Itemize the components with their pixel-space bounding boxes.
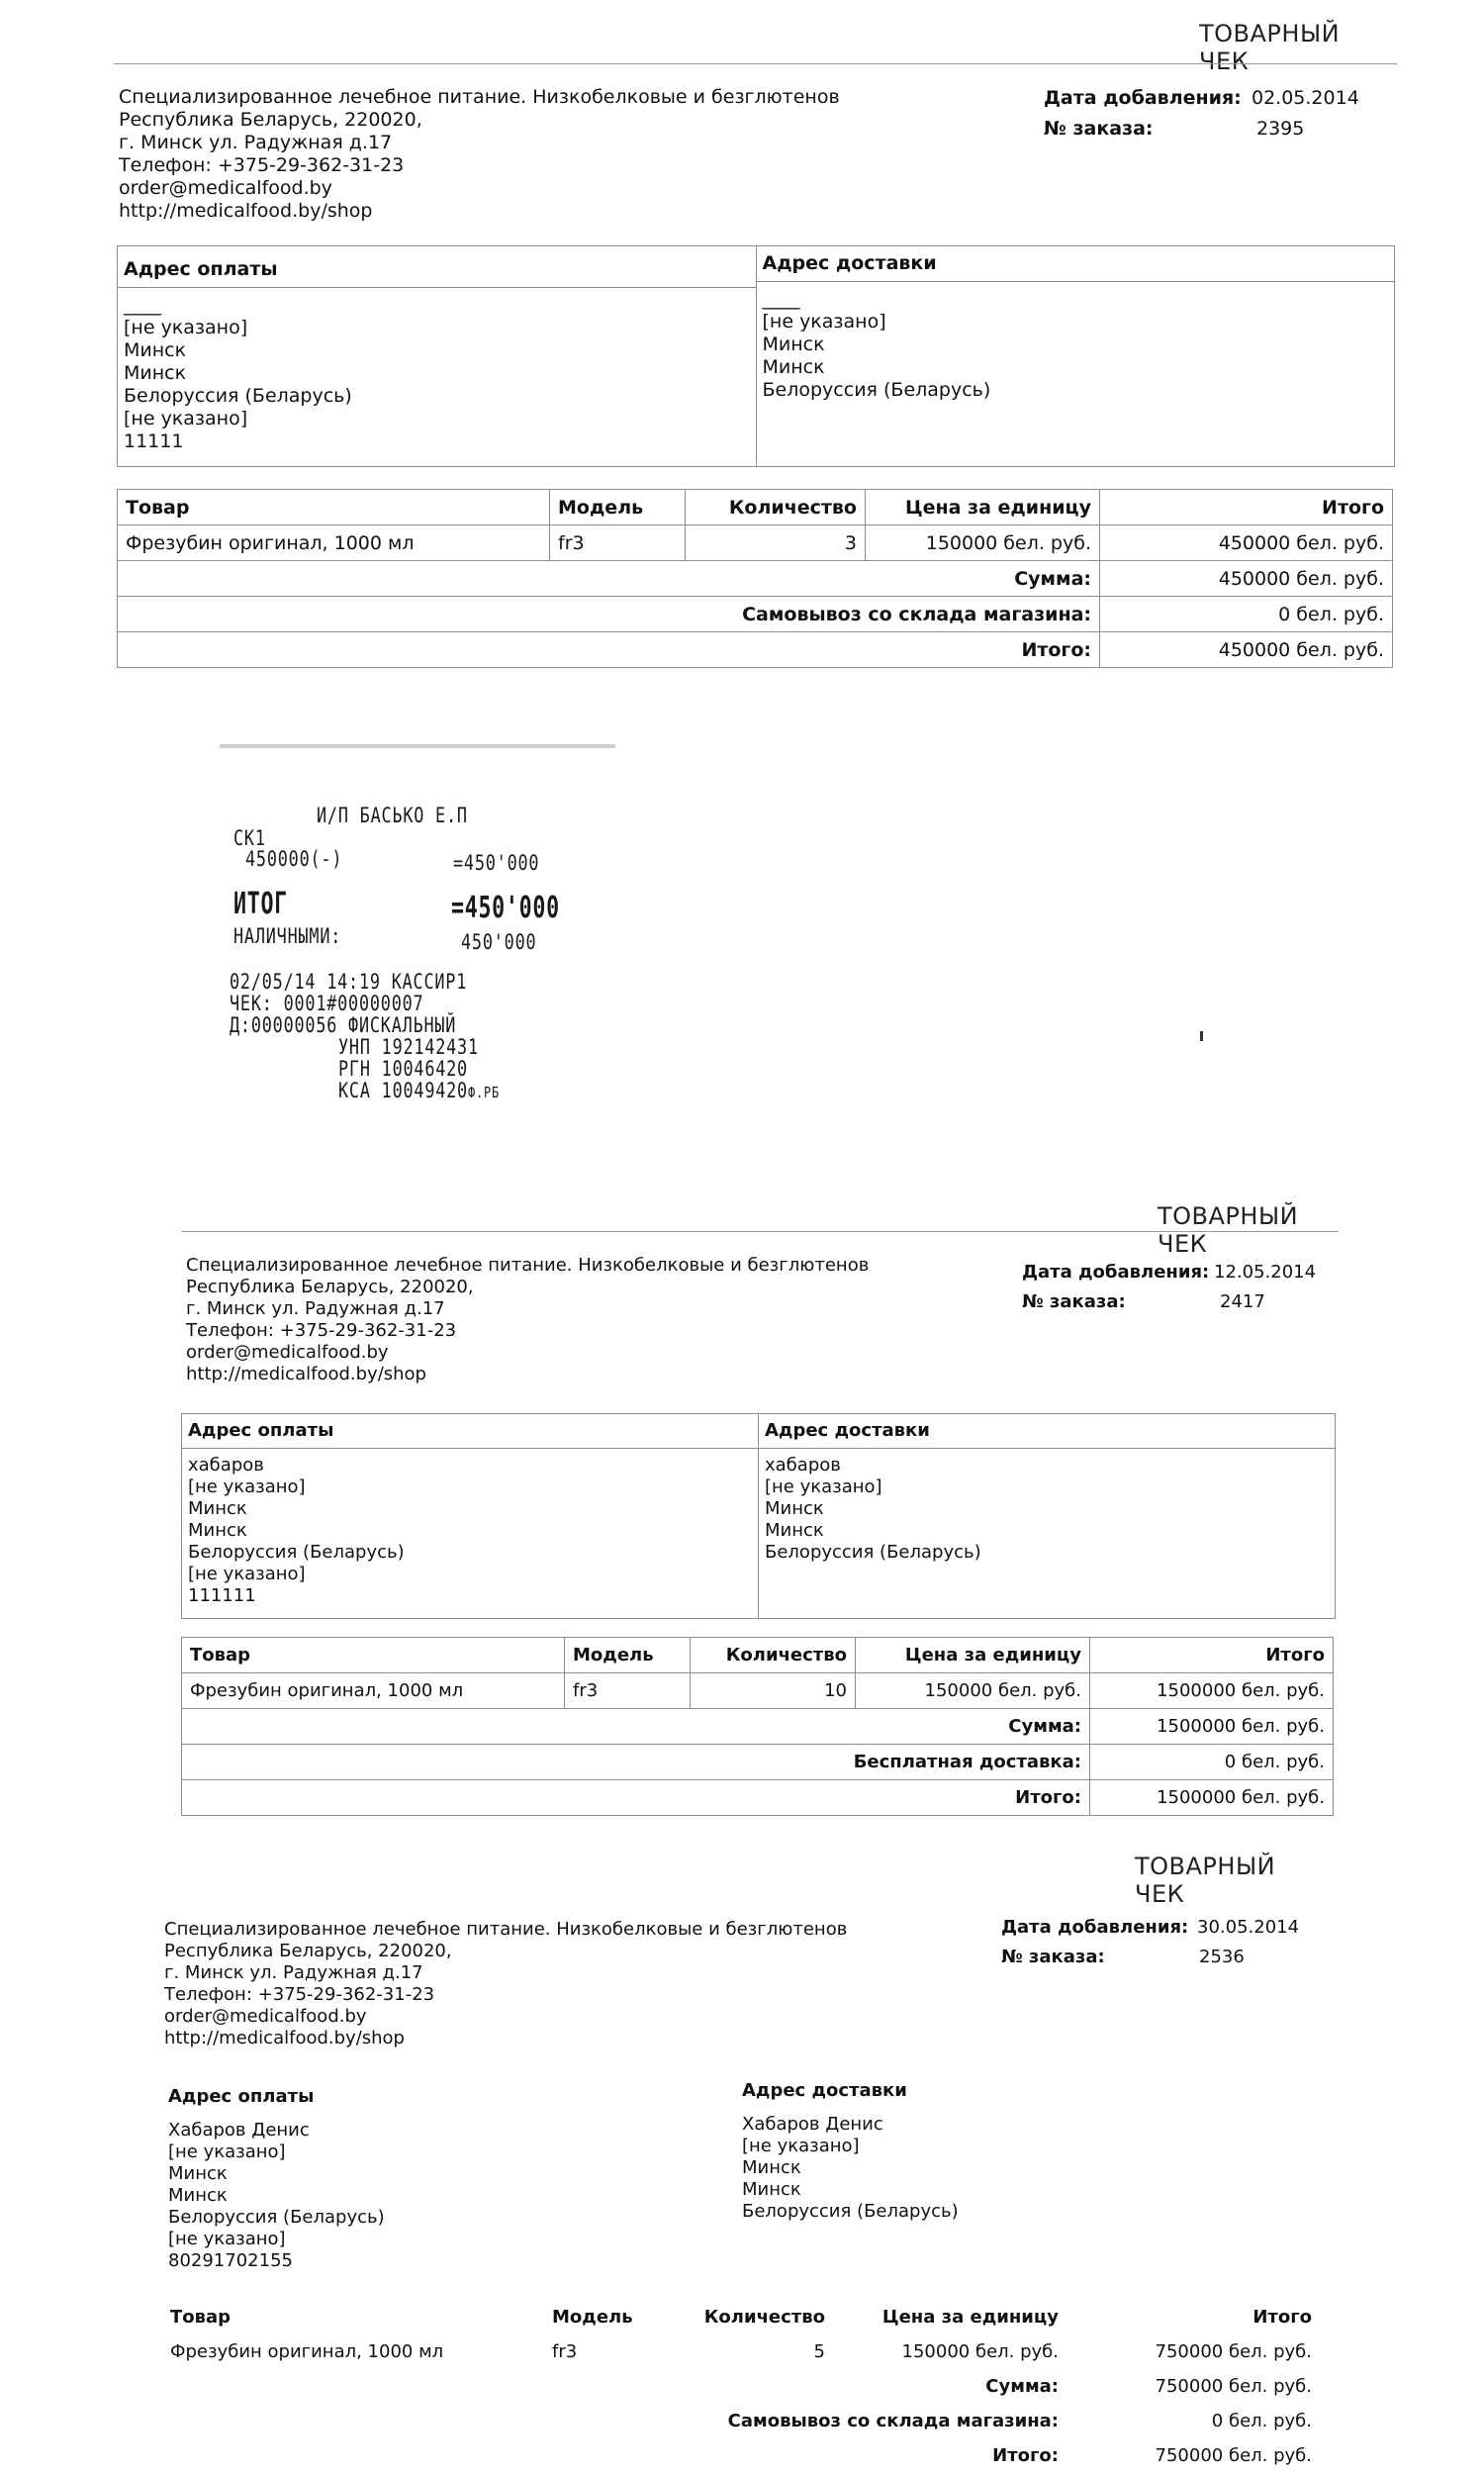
billing-line: [не указано] <box>168 2229 286 2249</box>
slip-ksa <box>338 1079 500 1102</box>
store-name: Специализированное лечебное питание. Низкобелковые и безглютенов <box>164 1919 848 1940</box>
billing-line: [не указано] <box>188 1476 306 1497</box>
order-number-value: 2417 <box>1220 1291 1265 1312</box>
order-number-label: № заказа: <box>1044 118 1154 140</box>
store-address: г. Минск ул. Радужная д.17 <box>164 1962 423 1983</box>
slip-datetime-cashier: 02/05/14 14:19 КАССИР1 <box>230 970 468 994</box>
store-phone: Телефон: +375-29-362-31-23 <box>164 1984 435 2005</box>
col-quantity: Количество <box>691 1638 856 1673</box>
billing-line: Минск <box>168 2185 228 2206</box>
billing-line: Хабаров Денис <box>168 2120 310 2141</box>
col-total: Итого <box>1090 1638 1334 1673</box>
shipping-address <box>736 2074 1310 2278</box>
cell-quantity: 5 <box>813 2341 825 2362</box>
subtotal-value: 450000 бел. руб. <box>1100 561 1393 597</box>
billing-line: Минск <box>188 1520 247 1541</box>
items-table <box>117 489 1393 668</box>
slip-merchant: И/П БАСЬКО Е.П <box>317 804 468 827</box>
receipt-title: ТОВАРНЫЙ ЧЕК <box>1199 20 1341 75</box>
grand-total-row <box>182 1780 1334 1816</box>
shipping-line: Хабаров Денис <box>742 2114 883 2135</box>
col-total: Итого <box>1252 2307 1312 2328</box>
col-unit-price: Цена за единицу <box>881 2307 1059 2328</box>
store-info <box>119 86 840 223</box>
slip-total-value: =450'000 <box>451 891 560 925</box>
slip-total-label: ИТОГ <box>233 887 288 921</box>
store-url: http://medicalfood.by/shop <box>186 1364 426 1384</box>
subtotal-row <box>182 1709 1334 1745</box>
billing-line: [не указано] <box>188 1564 306 1584</box>
receipt-title: ТОВАРНЫЙ ЧЕК <box>1135 1853 1276 1908</box>
billing-line: 80291702155 <box>168 2250 293 2271</box>
address-box <box>181 1413 1336 1619</box>
billing-line: Минск <box>188 1498 247 1519</box>
billing-lines <box>162 2114 736 2278</box>
date-added-label: Дата добавления: <box>1022 1262 1210 1283</box>
cell-model: fr3 <box>552 2341 578 2362</box>
col-product: Товар <box>118 490 550 525</box>
billing-line: [не указано] <box>124 408 248 429</box>
grand-total-value: 750000 бел. руб. <box>1155 2445 1312 2466</box>
table-header-row <box>182 1638 1334 1673</box>
cell-product: Фрезубин оригинал, 1000 мл <box>170 2341 444 2362</box>
date-added-value: 30.05.2014 <box>1197 1917 1300 1938</box>
order-meta <box>1044 83 1359 144</box>
date-added-value: 12.05.2014 <box>1214 1262 1317 1283</box>
store-name: Специализированное лечебное питание. Низкобелковые и безглютенов <box>186 1255 870 1276</box>
order-number-value: 2395 <box>1256 118 1305 140</box>
shipping-line: [не указано] <box>762 311 886 333</box>
slip-unp: УНП 192142431 <box>338 1035 479 1059</box>
col-quantity: Количество <box>686 490 866 525</box>
subtotal-row <box>162 2369 1320 2404</box>
cell-quantity: 3 <box>686 525 866 561</box>
shipping-lines <box>759 1449 1335 1570</box>
order-number-value: 2536 <box>1199 1947 1245 1967</box>
cell-model: fr3 <box>550 525 686 561</box>
shipping-cost-value: 0 бел. руб. <box>1090 1745 1334 1780</box>
subtotal-row <box>118 561 1393 597</box>
date-added-row <box>1044 83 1359 114</box>
shipping-line: Белоруссия (Беларусь) <box>762 379 991 401</box>
date-added-label: Дата добавления: <box>1001 1917 1189 1938</box>
slip-tear-edge <box>220 744 615 748</box>
table-row <box>182 1673 1334 1709</box>
shipping-heading: Адрес доставки <box>757 246 1395 282</box>
billing-line: Белоруссия (Беларусь) <box>124 385 352 407</box>
cell-unit-price: 150000 бел. руб. <box>866 525 1100 561</box>
shipping-heading: Адрес доставки <box>759 1414 1335 1449</box>
shipping-line: [не указано] <box>742 2136 860 2156</box>
slip-section: СК1 <box>233 826 266 850</box>
shipping-cost-label: Самовывоз со склада магазина: <box>118 597 1100 632</box>
billing-address <box>182 1414 758 1618</box>
billing-line: Минск <box>124 362 187 384</box>
cell-quantity: 10 <box>691 1673 856 1709</box>
shipping-line: Минск <box>762 356 825 378</box>
slip-doc-fiscal: Д:00000056 ФИСКАЛЬНЫЙ <box>230 1013 457 1037</box>
store-url: http://medicalfood.by/shop <box>164 2028 405 2048</box>
shipping-line: Минск <box>742 2179 801 2200</box>
billing-line: 11111 <box>124 430 184 452</box>
receipt-title: ТОВАРНЫЙ ЧЕК <box>1158 1202 1299 1258</box>
shipping-cost-value: 0 бел. руб. <box>1100 597 1393 632</box>
shipping-line: Белоруссия (Беларусь) <box>742 2201 959 2222</box>
shipping-lines <box>757 282 1395 408</box>
col-model: Модель <box>550 490 686 525</box>
billing-line: Минск <box>124 339 187 361</box>
store-country-zip: Республика Беларусь, 220020, <box>164 1941 452 1961</box>
table-header-row <box>162 2300 1320 2334</box>
items-table <box>181 1637 1334 1816</box>
billing-line: [не указано] <box>124 317 248 338</box>
billing-heading: Адрес оплаты <box>182 1414 758 1449</box>
slip-ksa-number: КСА 10049420 <box>338 1079 468 1102</box>
order-number-label: № заказа: <box>1022 1291 1126 1312</box>
billing-line: ____ <box>124 294 161 316</box>
cell-model: fr3 <box>565 1673 691 1709</box>
address-box <box>162 2080 1310 2278</box>
subtotal-label: Сумма: <box>118 561 1100 597</box>
col-model: Модель <box>565 1638 691 1673</box>
store-address: г. Минск ул. Радужная д.17 <box>119 132 393 153</box>
billing-line: Белоруссия (Беларусь) <box>188 1542 405 1563</box>
date-added-row <box>1022 1258 1317 1287</box>
order-number-label: № заказа: <box>1001 1947 1105 1967</box>
subtotal-value: 750000 бел. руб. <box>1155 2376 1312 2397</box>
billing-lines <box>118 288 756 459</box>
order-number-row <box>1022 1287 1265 1317</box>
store-email: order@medicalfood.by <box>186 1342 389 1363</box>
col-unit-price: Цена за единицу <box>856 1638 1090 1673</box>
shipping-cost-row <box>182 1745 1334 1780</box>
shipping-line: Белоруссия (Беларусь) <box>765 1542 981 1563</box>
order-meta <box>1001 1913 1300 1972</box>
subtotal-value: 1500000 бел. руб. <box>1090 1709 1334 1745</box>
billing-line: [не указано] <box>168 2141 286 2162</box>
shipping-lines <box>736 2108 1310 2229</box>
slip-ksa-suffix: Ф.РБ <box>467 1084 501 1101</box>
billing-heading: Адрес оплаты <box>118 246 756 288</box>
store-url: http://medicalfood.by/shop <box>119 200 373 222</box>
col-product: Товар <box>170 2307 232 2328</box>
col-total: Итого <box>1100 490 1393 525</box>
title-rule <box>114 63 1397 64</box>
address-box <box>117 245 1395 467</box>
store-country-zip: Республика Беларусь, 220020, <box>119 109 422 131</box>
shipping-address <box>756 246 1395 466</box>
cell-product: Фрезубин оригинал, 1000 мл <box>118 525 550 561</box>
billing-line: хабаров <box>188 1455 264 1475</box>
store-email: order@medicalfood.by <box>119 177 332 199</box>
shipping-heading: Адрес доставки <box>742 2080 907 2101</box>
order-number-row <box>1044 114 1305 144</box>
billing-lines <box>182 1449 758 1613</box>
grand-total-value: 1500000 бел. руб. <box>1090 1780 1334 1816</box>
cell-product: Фрезубин оригинал, 1000 мл <box>182 1673 565 1709</box>
shipping-cost-row <box>118 597 1393 632</box>
table-row <box>118 525 1393 561</box>
order-number-row <box>1001 1943 1245 1972</box>
billing-line: Белоруссия (Беларусь) <box>168 2207 385 2228</box>
shipping-cost-value: 0 бел. руб. <box>1211 2411 1312 2431</box>
col-unit-price: Цена за единицу <box>866 490 1100 525</box>
date-added-row <box>1001 1913 1300 1943</box>
items-table <box>162 2300 1320 2473</box>
scan-mark <box>1200 1031 1203 1041</box>
shipping-line: [не указано] <box>765 1476 882 1497</box>
store-phone: Телефон: +375-29-362-31-23 <box>186 1320 457 1341</box>
billing-heading: Адрес оплаты <box>168 2086 315 2107</box>
grand-total-row <box>118 632 1393 668</box>
shipping-address <box>758 1414 1335 1618</box>
slip-rgn: РГН 10046420 <box>338 1057 468 1081</box>
title-rule <box>181 1231 1339 1232</box>
store-name: Специализированное лечебное питание. Низкобелковые и безглютенов <box>119 86 840 108</box>
slip-cash-value: 450'000 <box>461 930 537 954</box>
slip-cash-label: НАЛИЧНЫМИ: <box>233 924 342 948</box>
date-added-value: 02.05.2014 <box>1252 87 1359 109</box>
grand-total-label: Итого: <box>992 2445 1059 2466</box>
cell-unit-price: 150000 бел. руб. <box>901 2341 1059 2362</box>
col-model: Модель <box>552 2307 633 2328</box>
shipping-cost-label: Самовывоз со склада магазина: <box>727 2411 1059 2431</box>
col-product: Товар <box>182 1638 565 1673</box>
slip-item-amount: 450000(-) <box>245 847 343 871</box>
grand-total-value: 450000 бел. руб. <box>1100 632 1393 668</box>
billing-line: 111111 <box>188 1585 256 1606</box>
cell-total: 1500000 бел. руб. <box>1090 1673 1334 1709</box>
grand-total-label: Итого: <box>118 632 1100 668</box>
billing-address <box>118 246 756 466</box>
grand-total-label: Итого: <box>182 1780 1090 1816</box>
grand-total-row <box>162 2438 1320 2473</box>
cell-total: 450000 бел. руб. <box>1100 525 1393 561</box>
store-email: order@medicalfood.by <box>164 2006 367 2027</box>
shipping-cost-label: Бесплатная доставка: <box>182 1745 1090 1780</box>
store-info <box>186 1255 869 1385</box>
shipping-line: Минск <box>765 1498 824 1519</box>
shipping-cost-row <box>162 2404 1320 2438</box>
cash-register-slip <box>230 744 605 1120</box>
shipping-line: ____ <box>762 288 800 310</box>
slip-item-total: =450'000 <box>453 851 540 875</box>
date-added-label: Дата добавления: <box>1044 87 1242 109</box>
table-row <box>162 2334 1320 2369</box>
shipping-line: Минск <box>742 2157 801 2178</box>
cell-total: 750000 бел. руб. <box>1155 2341 1312 2362</box>
billing-address <box>162 2080 736 2278</box>
slip-check-number: ЧЕК: 0001#00000007 <box>230 992 424 1015</box>
shipping-line: хабаров <box>765 1455 841 1475</box>
cell-unit-price: 150000 бел. руб. <box>856 1673 1090 1709</box>
billing-line: Минск <box>168 2163 228 2184</box>
col-quantity: Количество <box>703 2307 825 2328</box>
shipping-line: Минск <box>765 1520 824 1541</box>
shipping-line: Минск <box>762 333 825 355</box>
order-meta <box>1022 1258 1317 1317</box>
store-info <box>164 1919 847 2049</box>
subtotal-label: Сумма: <box>985 2376 1059 2397</box>
table-header-row <box>118 490 1393 525</box>
store-address: г. Минск ул. Радужная д.17 <box>186 1298 445 1319</box>
store-country-zip: Республика Беларусь, 220020, <box>186 1277 474 1297</box>
store-phone: Телефон: +375-29-362-31-23 <box>119 154 405 176</box>
subtotal-label: Сумма: <box>182 1709 1090 1745</box>
